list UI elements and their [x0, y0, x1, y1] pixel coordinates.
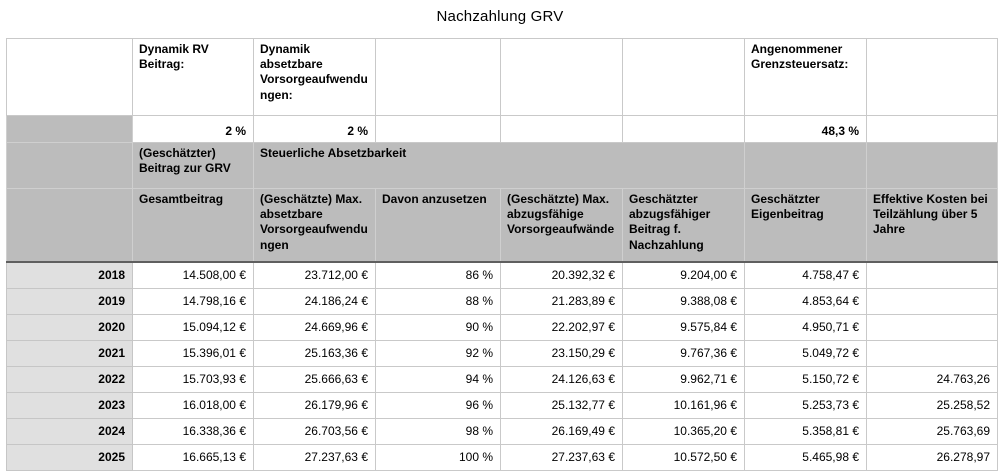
data-cell[interactable]: 15.396,01 € [133, 341, 254, 367]
section-header-absetzbarkeit[interactable]: Steuerliche Absetzbarkeit [254, 143, 745, 189]
empty-cell[interactable] [7, 143, 133, 189]
table-row [7, 445, 998, 471]
year-cell[interactable]: 2019 [7, 289, 133, 315]
data-cell[interactable]: 5.253,73 € [745, 393, 867, 419]
data-cell[interactable]: 10.365,20 € [623, 419, 745, 445]
param-label-vorsorge[interactable]: Dynamik absetzbare Vorsorgeaufwendungen: [254, 39, 376, 116]
data-cell[interactable]: 25.132,77 € [501, 393, 623, 419]
empty-cell[interactable] [745, 143, 867, 189]
param-label-steuersatz[interactable]: Angenommener Grenzsteuersatz: [745, 39, 867, 116]
data-cell[interactable]: 5.150,72 € [745, 367, 867, 393]
table-row [7, 341, 998, 367]
data-cell[interactable]: 9.767,36 € [623, 341, 745, 367]
year-cell[interactable]: 2025 [7, 445, 133, 471]
column-header-davon-anzusetzen[interactable]: Davon anzusetzen [376, 189, 501, 263]
data-cell[interactable]: 4.950,71 € [745, 315, 867, 341]
empty-cell[interactable] [7, 116, 133, 143]
param-value-vorsorge[interactable]: 2 % [254, 116, 376, 143]
param-label-row [7, 39, 998, 116]
column-header-max-abzugsfaehige[interactable]: (Geschätzte) Max. abzugsfähige Vorsorgeaufwände [501, 189, 623, 263]
data-cell[interactable]: 14.508,00 € [133, 262, 254, 289]
spreadsheet-table [6, 38, 998, 471]
empty-cell[interactable] [623, 39, 745, 116]
table-row [7, 393, 998, 419]
data-cell[interactable]: 9.388,08 € [623, 289, 745, 315]
data-cell[interactable]: 90 % [376, 315, 501, 341]
empty-cell[interactable] [501, 39, 623, 116]
data-cell[interactable]: 88 % [376, 289, 501, 315]
param-value-steuersatz[interactable]: 48,3 % [745, 116, 867, 143]
data-cell[interactable]: 26.169,49 € [501, 419, 623, 445]
data-cell[interactable]: 10.572,50 € [623, 445, 745, 471]
column-header-effektive-kosten[interactable]: Effektive Kosten bei Teilzählung über 5 Jahre [867, 189, 998, 263]
data-cell[interactable] [867, 289, 998, 315]
data-cell[interactable]: 14.798,16 € [133, 289, 254, 315]
data-cell[interactable]: 26.703,56 € [254, 419, 376, 445]
data-cell[interactable]: 9.204,00 € [623, 262, 745, 289]
column-header-row [7, 189, 998, 263]
data-cell[interactable]: 24.669,96 € [254, 315, 376, 341]
data-cell[interactable]: 20.392,32 € [501, 262, 623, 289]
empty-cell[interactable] [867, 143, 998, 189]
data-cell[interactable]: 5.465,98 € [745, 445, 867, 471]
data-cell[interactable]: 27.237,63 € [501, 445, 623, 471]
empty-cell[interactable] [501, 116, 623, 143]
data-cell[interactable]: 16.338,36 € [133, 419, 254, 445]
data-cell[interactable]: 15.094,12 € [133, 315, 254, 341]
data-cell[interactable]: 5.358,81 € [745, 419, 867, 445]
table-row [7, 367, 998, 393]
table-row [7, 262, 998, 289]
param-label-rv[interactable]: Dynamik RV Beitrag: [133, 39, 254, 116]
data-cell[interactable]: 16.665,13 € [133, 445, 254, 471]
data-cell[interactable]: 22.202,97 € [501, 315, 623, 341]
empty-cell[interactable] [7, 189, 133, 263]
data-cell[interactable] [867, 341, 998, 367]
data-cell[interactable]: 25.163,36 € [254, 341, 376, 367]
data-cell[interactable]: 24.186,24 € [254, 289, 376, 315]
data-cell[interactable]: 9.575,84 € [623, 315, 745, 341]
data-cell[interactable]: 26.179,96 € [254, 393, 376, 419]
data-cell[interactable]: 15.703,93 € [133, 367, 254, 393]
table-row [7, 289, 998, 315]
data-cell[interactable]: 27.237,63 € [254, 445, 376, 471]
data-cell[interactable] [867, 315, 998, 341]
data-cell[interactable]: 24.126,63 € [501, 367, 623, 393]
table-row [7, 419, 998, 445]
empty-cell[interactable] [7, 39, 133, 116]
empty-cell[interactable] [623, 116, 745, 143]
param-value-row [7, 116, 998, 143]
section-header-beitrag[interactable]: (Geschätzter) Beitrag zur GRV [133, 143, 254, 189]
data-cell[interactable]: 100 % [376, 445, 501, 471]
data-cell[interactable]: 86 % [376, 262, 501, 289]
param-value-rv[interactable]: 2 % [133, 116, 254, 143]
column-header-gesamtbeitrag[interactable]: Gesamtbeitrag [133, 189, 254, 263]
data-cell[interactable]: 98 % [376, 419, 501, 445]
data-cell[interactable]: 25.666,63 € [254, 367, 376, 393]
table-row [7, 315, 998, 341]
data-cell[interactable]: 9.962,71 € [623, 367, 745, 393]
column-header-eigenbeitrag[interactable]: Geschätzter Eigenbeitrag [745, 189, 867, 263]
data-cell[interactable]: 4.758,47 € [745, 262, 867, 289]
section-header-row [7, 143, 998, 189]
data-cell[interactable]: 4.853,64 € [745, 289, 867, 315]
data-cell[interactable]: 23.150,29 € [501, 341, 623, 367]
year-cell[interactable]: 2023 [7, 393, 133, 419]
empty-cell[interactable] [376, 116, 501, 143]
data-cell[interactable] [867, 262, 998, 289]
data-cell[interactable]: 21.283,89 € [501, 289, 623, 315]
data-cell[interactable]: 23.712,00 € [254, 262, 376, 289]
data-cell[interactable]: 16.018,00 € [133, 393, 254, 419]
data-cell[interactable]: 25.763,69 [867, 419, 998, 445]
year-cell[interactable]: 2020 [7, 315, 133, 341]
data-cell[interactable]: 25.258,52 [867, 393, 998, 419]
column-header-max-absetzbare[interactable]: (Geschätzte) Max. absetzbare Vorsorgeaufwendungen [254, 189, 376, 263]
data-cell[interactable]: 5.049,72 € [745, 341, 867, 367]
empty-cell[interactable] [867, 39, 998, 116]
year-cell[interactable]: 2021 [7, 341, 133, 367]
data-cell[interactable]: 24.763,26 [867, 367, 998, 393]
data-cell[interactable]: 94 % [376, 367, 501, 393]
year-cell[interactable]: 2022 [7, 367, 133, 393]
column-header-beitrag-nachzahlung[interactable]: Geschätzter abzugsfähiger Beitrag f. Nachzahlung [623, 189, 745, 263]
empty-cell[interactable] [867, 116, 998, 143]
empty-cell[interactable] [376, 39, 501, 116]
data-cell[interactable]: 92 % [376, 341, 501, 367]
page-title: Nachzahlung GRV [436, 8, 564, 25]
data-cell[interactable]: 10.161,96 € [623, 393, 745, 419]
year-cell[interactable]: 2024 [7, 419, 133, 445]
data-cell[interactable]: 26.278,97 [867, 445, 998, 471]
data-cell[interactable]: 96 % [376, 393, 501, 419]
year-cell[interactable]: 2018 [7, 262, 133, 289]
